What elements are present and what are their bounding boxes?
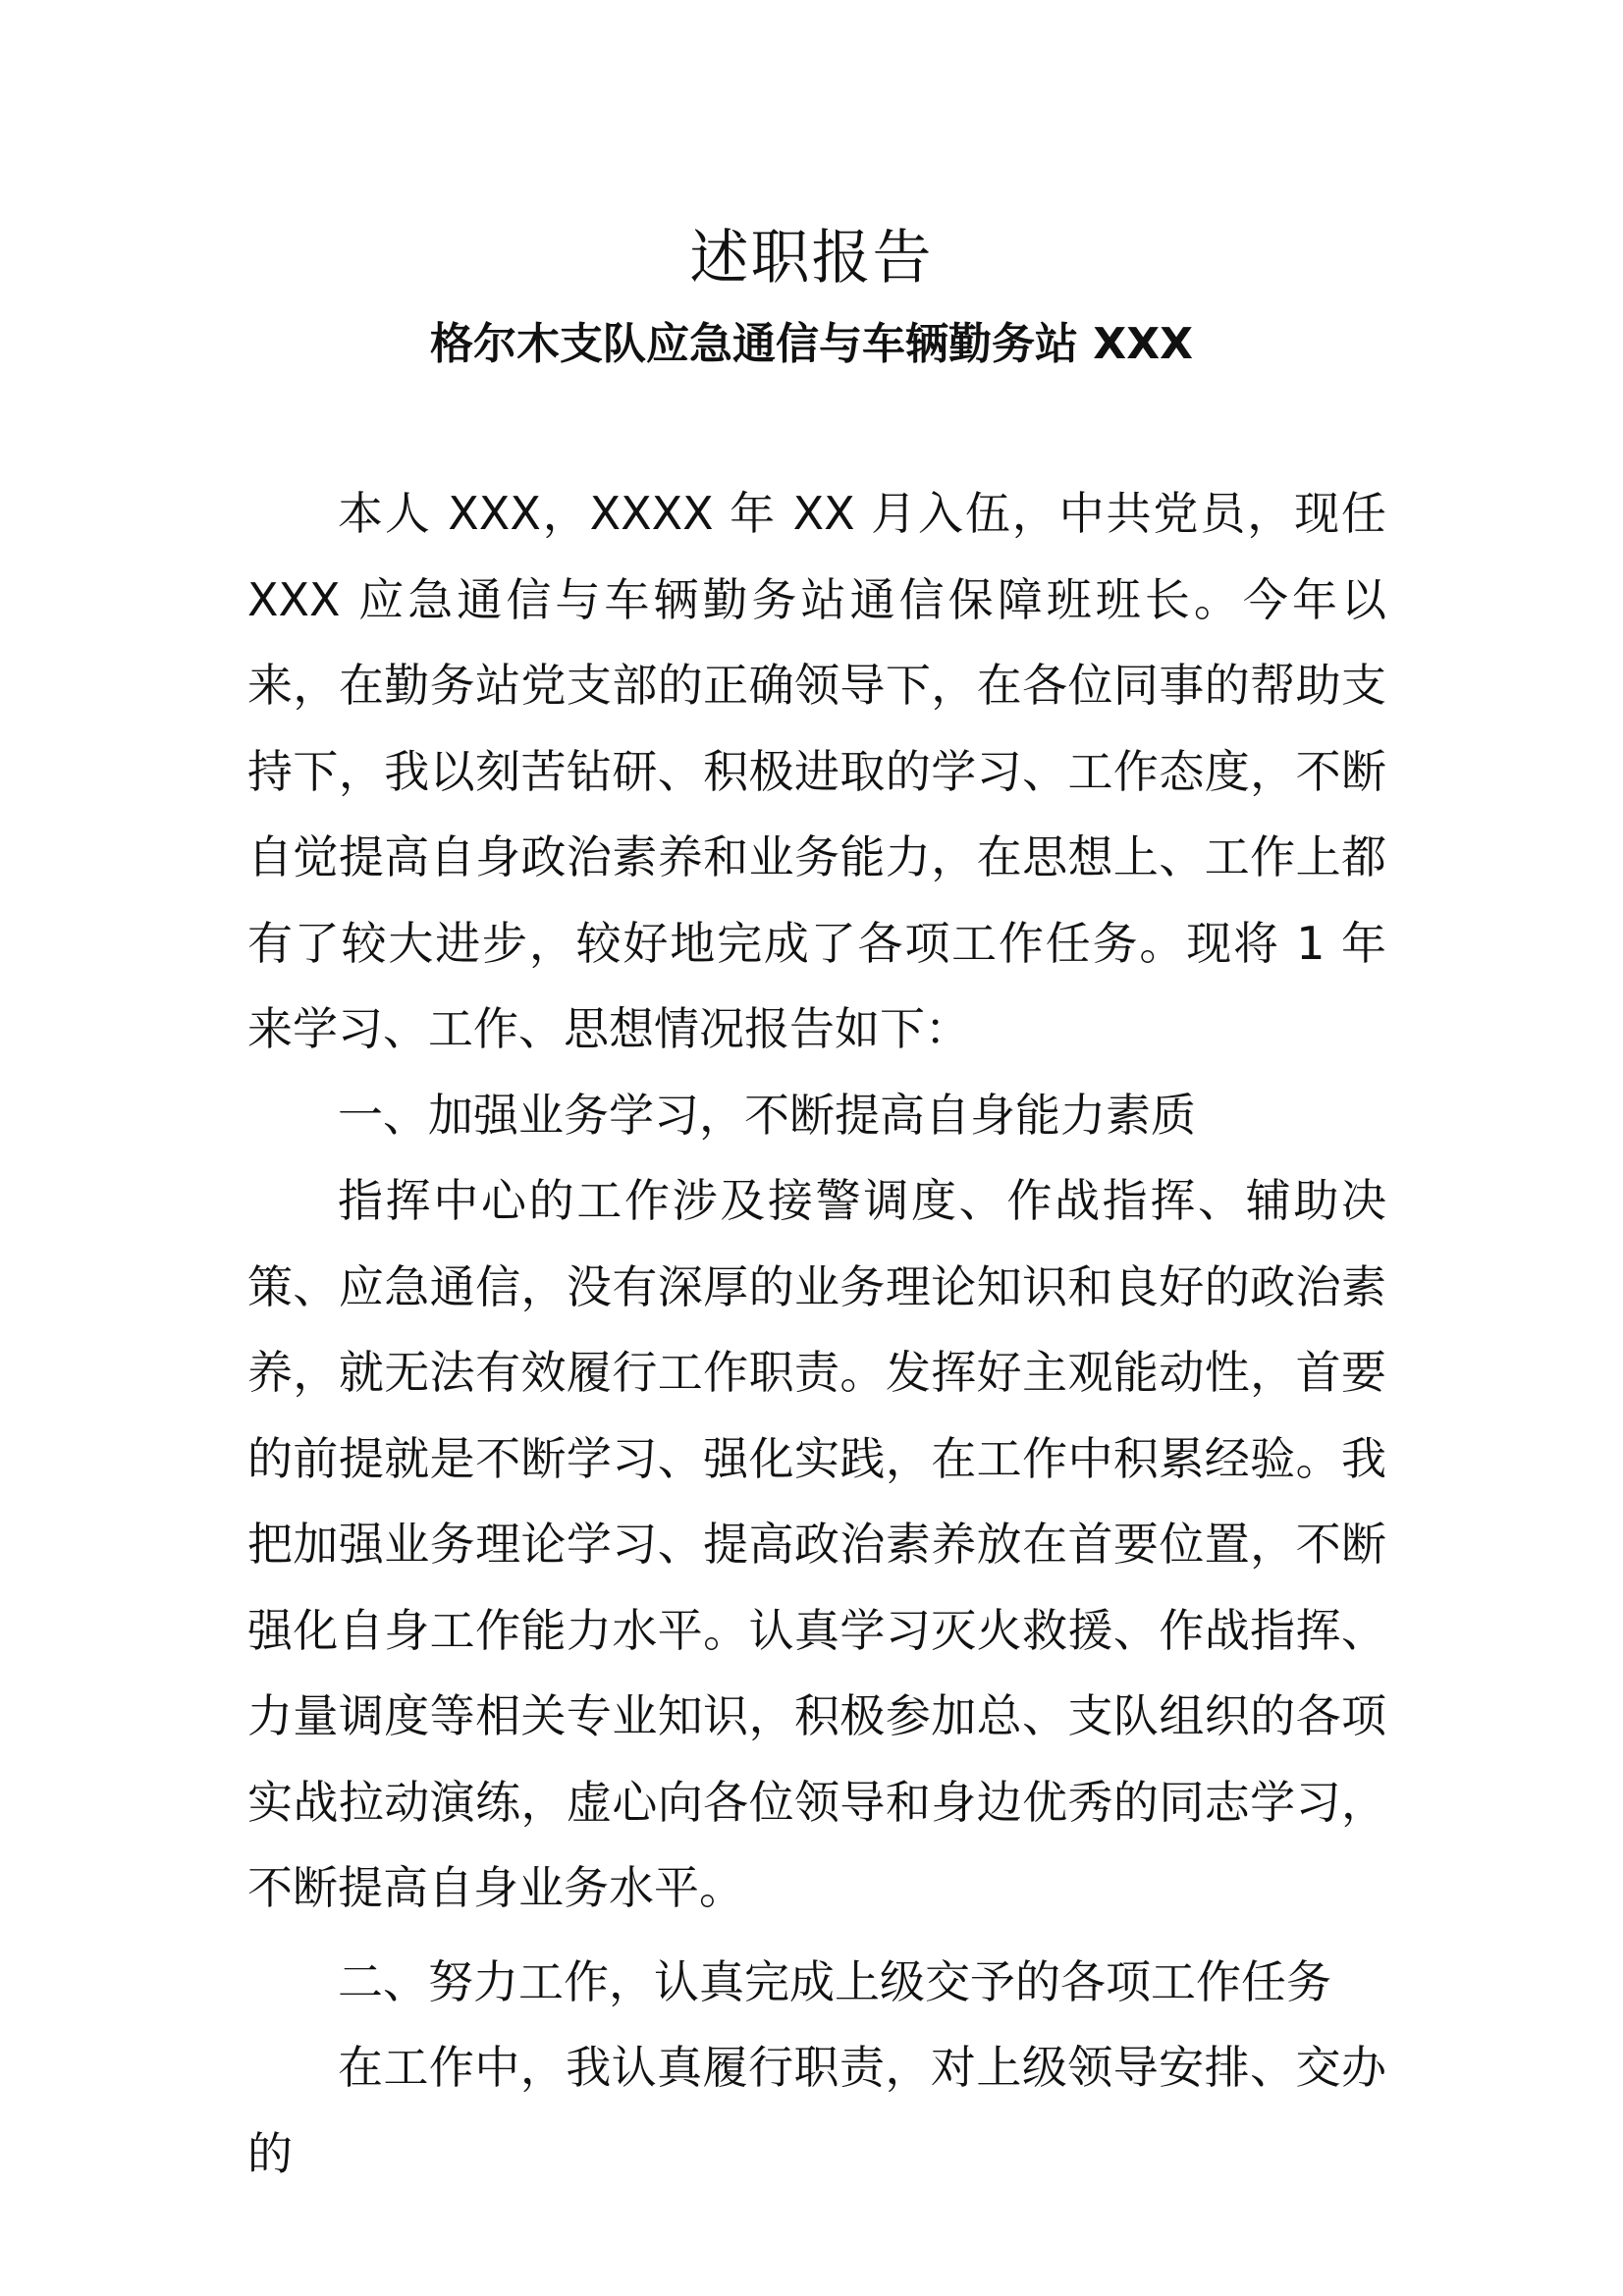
section-heading-2: 二、努力工作，认真完成上级交予的各项工作任务 <box>338 1954 1331 2008</box>
paragraph-intro: 本人 XXX，XXXX 年 XX 月入伍，中共党员，现任 XXX 应急通信与车辆勤务站通信保障班班长。今年以来，在勤务站党支部的正确领导下，在各位同事的帮助支持下，我以刻苦钻研、积极进取的学习、工作态度，不断自觉提高自身政治素养和业务能力，在思想上、工作上都有了较大进步，较好地完成了各项工作任务。现将 1 年来学习、工作、思想情况报告如下： <box>247 487 1386 1055</box>
document-subtitle: 格尔木支队应急通信与车辆勤务站 XXX <box>429 319 1194 369</box>
paragraph-section-1: 指挥中心的工作涉及接警调度、作战指挥、辅助决策、应急通信，没有深厚的业务理论知识和良好的政治素养，就无法有效履行工作职责。发挥好主观能动性，首要的前提就是不断学习、强化实践，在工作中积累经验。我把加强业务理论学习、提高政治素养放在首要位置，不断强化自身工作能力水平。认真学习灭火救援、作战指挥、力量调度等相关专业知识，积极参加总、支队组织的各项实战拉动演练，虚心向各位领导和身边优秀的同志学习，不断提高自身业务水平。 <box>247 1174 1386 1914</box>
document-body <box>247 471 1386 2197</box>
section-heading-1: 一、加强业务学习，不断提高自身能力素质 <box>338 1088 1196 1142</box>
document-title: 述职报告 <box>689 224 934 293</box>
paragraph-section-2: 在工作中，我认真履行职责，对上级领导安排、交办的 <box>247 2041 1386 2180</box>
